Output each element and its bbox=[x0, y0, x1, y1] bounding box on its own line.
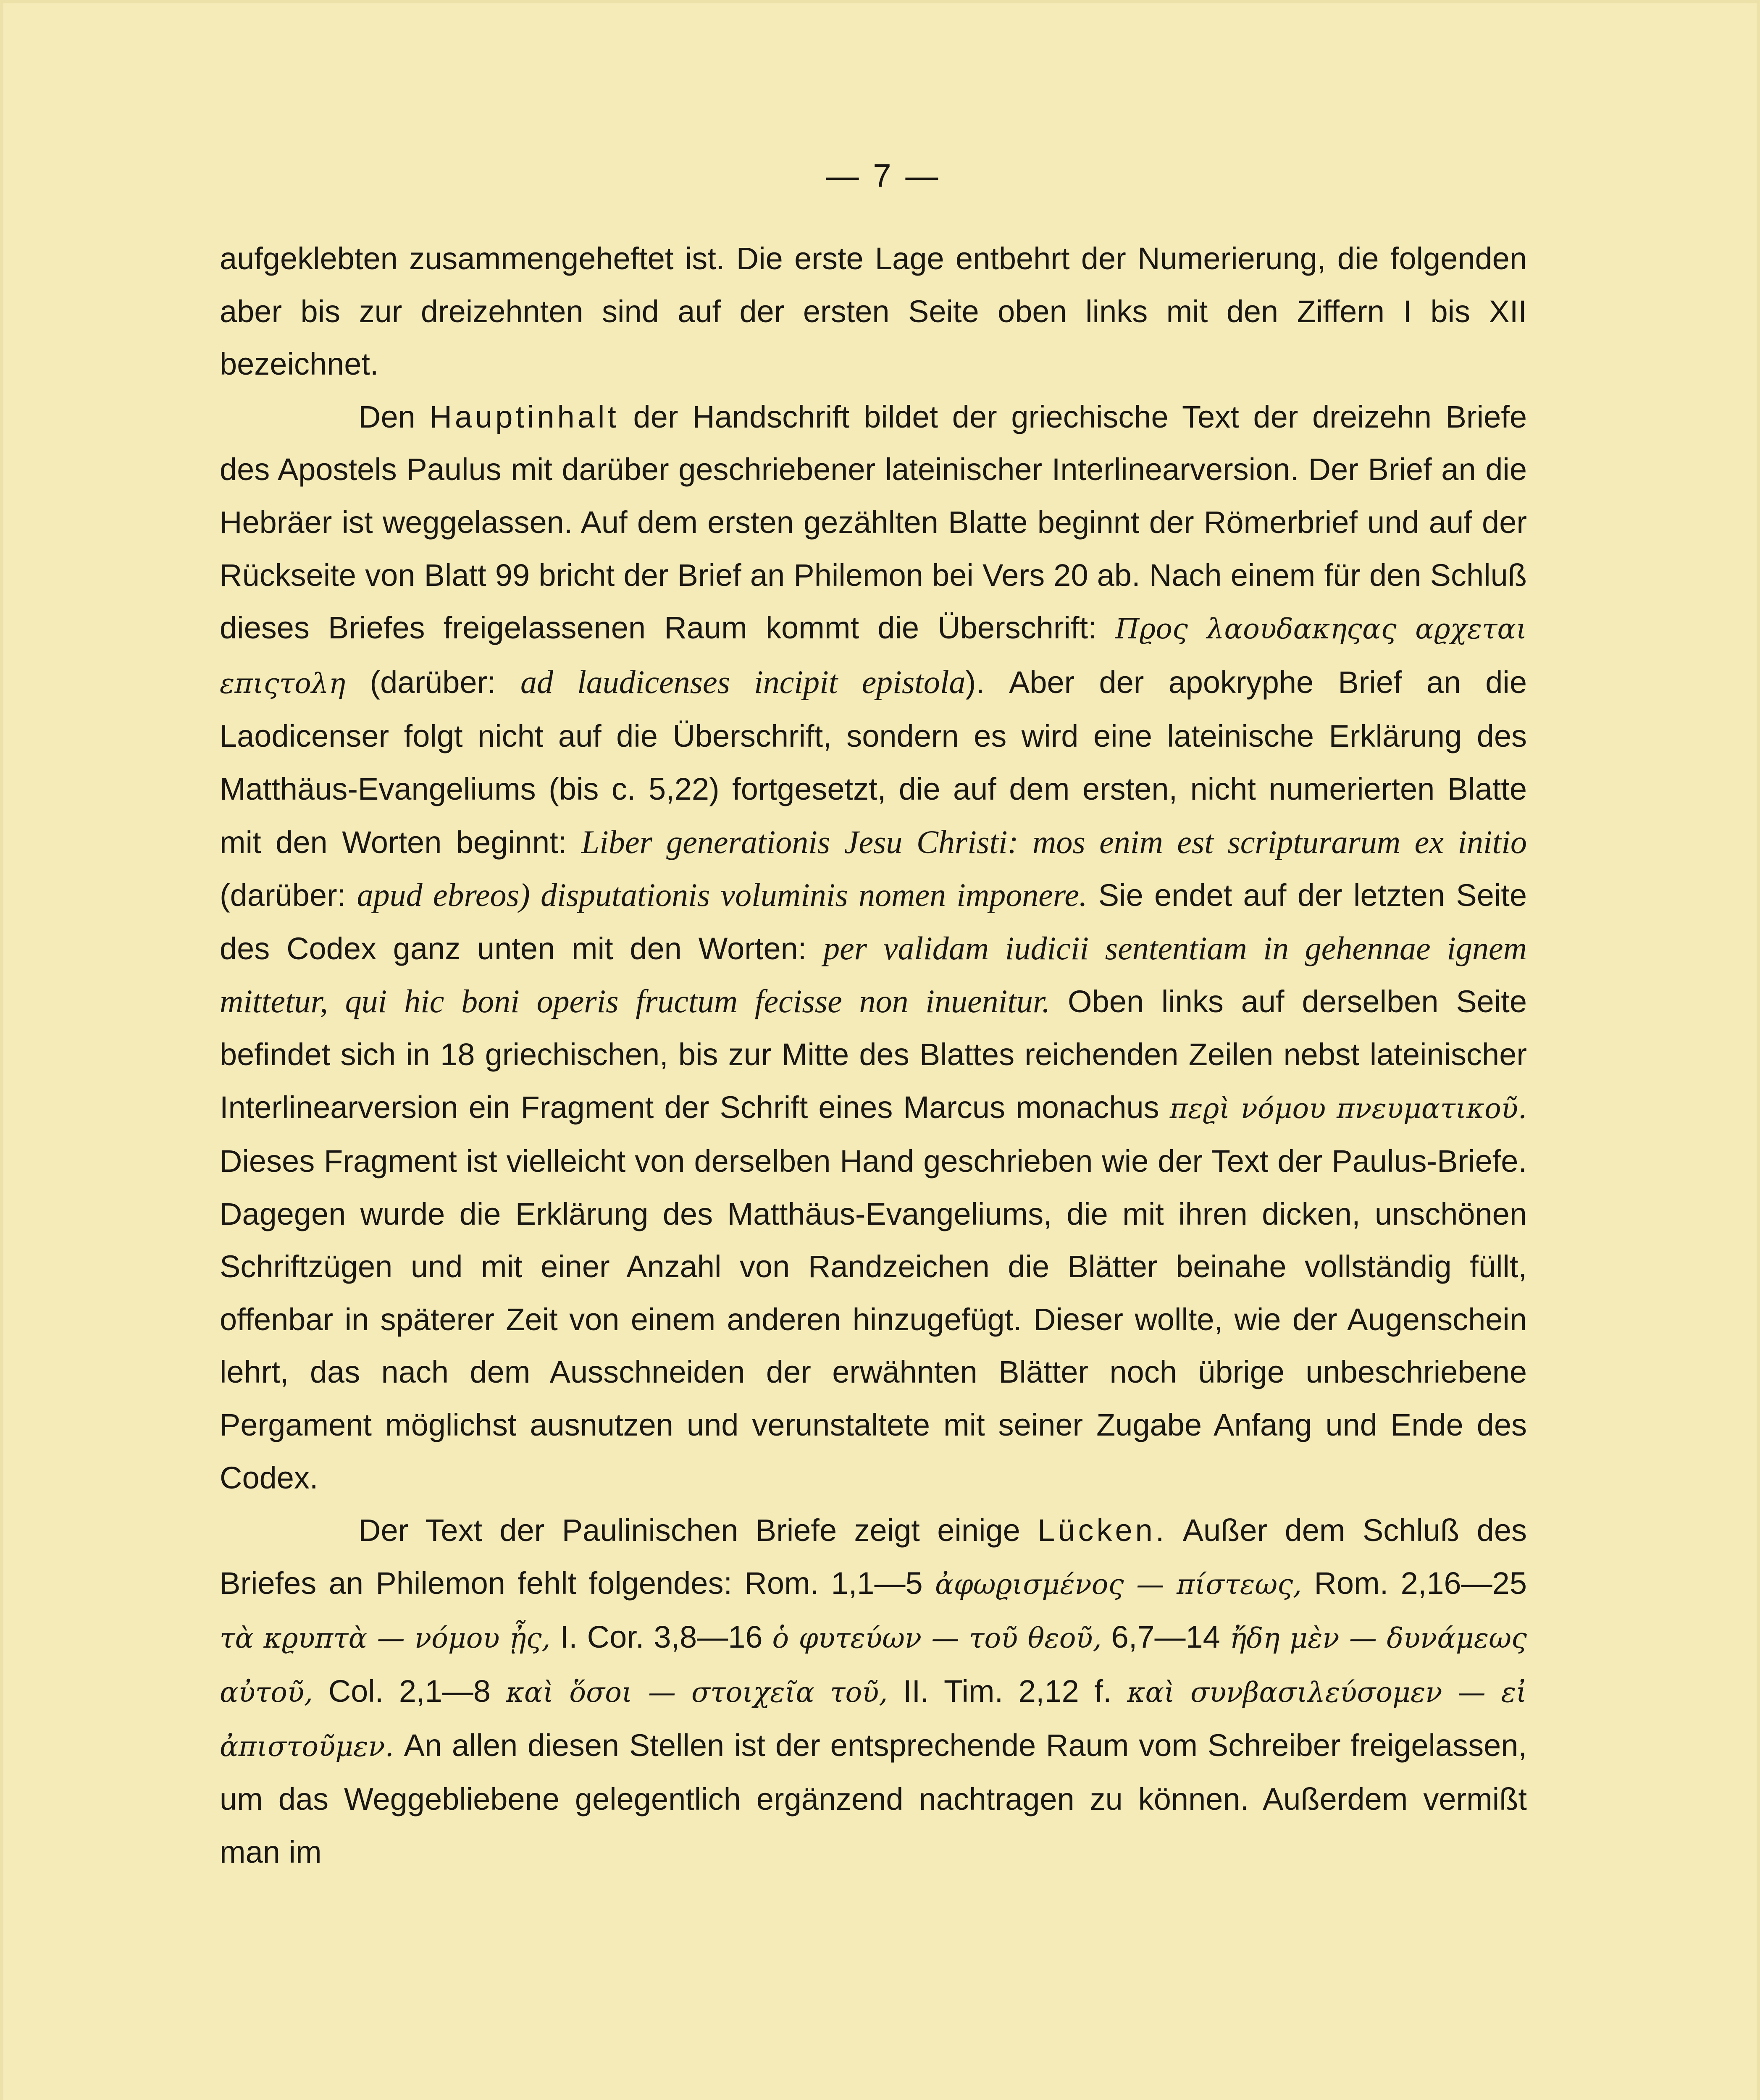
text-run: Rom. 2,16—25 bbox=[1302, 1565, 1527, 1601]
greek-heading-quote: Πϱος λαουδακηςας αϱχεται επιςτολη bbox=[220, 613, 1527, 700]
text-run: I. Cor. 3,8—16 bbox=[550, 1620, 772, 1655]
text-run: Außer dem Schluß des Briefes an Philemon fehlt folgendes: Rom. 1,1—5 bbox=[220, 1513, 1527, 1601]
spaced-term-hauptinhalt: Hauptinhalt bbox=[429, 399, 619, 434]
text-run: Col. 2,1—8 bbox=[313, 1674, 506, 1709]
greek-title-quote: πεϱὶ νόμου πνευματικοῦ. bbox=[1169, 1092, 1527, 1125]
paragraph-3 bbox=[220, 1504, 1527, 1878]
text-run: An allen diesen Stellen ist der entsprechende Raum vom Schreiber freigelassen, um das Weggebliebene gelegentlich ergänzend nachtragen zu können. Außerdem vermißt man im bbox=[220, 1727, 1527, 1869]
spaced-term-luecken: Lücken. bbox=[1038, 1513, 1167, 1548]
greek-passage: ὁ φυτεύων — τοῦ θεοῦ, bbox=[772, 1622, 1102, 1655]
text-run: der Handschrift bildet der griechische Text der dreizehn Briefe des Apostels Paulus mit darüber geschriebener lateinischer Interlinearversion. Der Brief an die Hebräer ist weggelassen. Auf dem ersten gezählten Blatte beginnt der Römerbrief und auf der Rückseite von Blatt 99 bricht der Brief an Philemon bei Vers 20 ab. Nach einem für den Schluß dieses Briefes freigelassenen Raum kommt die Überschrift: bbox=[220, 399, 1527, 646]
latin-quote: ad laudicenses incipit epistola bbox=[520, 663, 966, 700]
text-run: (darüber: bbox=[345, 664, 520, 700]
text-run: ). Aber der apokryphe Brief an die Laodicenser folgt nicht auf die Überschrift, sondern es wird eine lateinische Erklärung des Matthäus-Evangeliums (bis c. 5,22) fortgesetzt, die auf dem ersten, nicht numerierten Blatte mit den Worten beginnt: bbox=[220, 664, 1527, 860]
greek-passage: καὶ ὅσοι — στοιχεῖα τοῦ, bbox=[506, 1676, 888, 1709]
latin-quote: Liber generationis Jesu Christi: mos enim est scripturarum ex initio bbox=[581, 823, 1527, 860]
latin-quote: apud ebreos) disputationis voluminis nomen imponere. bbox=[357, 877, 1088, 914]
text-run: Dieses Fragment ist vielleicht von derselben Hand geschrieben wie der Text der Paulus-Briefe. Dagegen wurde die Erklärung des Matthäus-Evangeliums, die mit ihren dicken, unschönen Schriftzügen und mit einer Anzahl von Randzeichen die Blätter beinahe vollständig füllt, offenbar in späterer Zeit von einem anderen hinzugefügt. Dieser wollte, wie der Augenschein lehrt, das nach dem Ausschneiden der erwähnten Blätter noch übrige unbeschriebene Pergament möglichst ausnutzen und verunstaltete mit seiner Zugabe Anfang und Ende des Codex. bbox=[220, 1144, 1527, 1495]
text-run: Den bbox=[358, 399, 430, 434]
latin-quote: per validam iudicii sententiam in gehennae ignem mittetur, qui hic boni operis fructum fecisse non inuenitur. bbox=[220, 929, 1527, 1020]
text-run: 6,7—14 bbox=[1101, 1620, 1230, 1655]
paragraph-2 bbox=[220, 391, 1527, 1504]
text-run: Oben links auf derselben Seite befindet sich in 18 griechischen, bis zur Mitte des Blattes reichenden Zeilen nebst lateinischer Interlinearversion ein Fragment der Schrift eines Marcus monachus bbox=[220, 984, 1527, 1125]
paragraph-1 bbox=[220, 232, 1527, 391]
text-run: II. Tim. 2,12 f. bbox=[888, 1674, 1127, 1709]
text-run: Der Text der Paulinischen Briefe zeigt einige bbox=[358, 1513, 1038, 1548]
text-run: (darüber: bbox=[220, 878, 357, 913]
greek-passage: ἤδη μὲν — δυνάμεως αὐτοῦ, bbox=[220, 1622, 1527, 1709]
page-number: — 7 — bbox=[826, 157, 941, 194]
paragraph-1-text: aufgeklebten zusammengeheftet ist. Die erste Lage entbehrt der Numerierung, die folgenden aber bis zur dreizehnten sind auf der ersten Seite oben links mit den Ziffern I bis XII bezeichnet. bbox=[220, 241, 1527, 382]
greek-passage: ἀφωϱισμένος — πίστεως, bbox=[935, 1568, 1302, 1601]
greek-passage: τὰ κϱυπτὰ — νόμου ᾖς, bbox=[220, 1622, 551, 1655]
text-run: Sie endet auf der letzten Seite des Codex ganz unten mit den Worten: bbox=[220, 878, 1527, 966]
greek-passage: καὶ συνβασιλεύσομεν — εἰ ἀπιστοῦμεν. bbox=[220, 1676, 1527, 1763]
body-text bbox=[220, 232, 1527, 1878]
